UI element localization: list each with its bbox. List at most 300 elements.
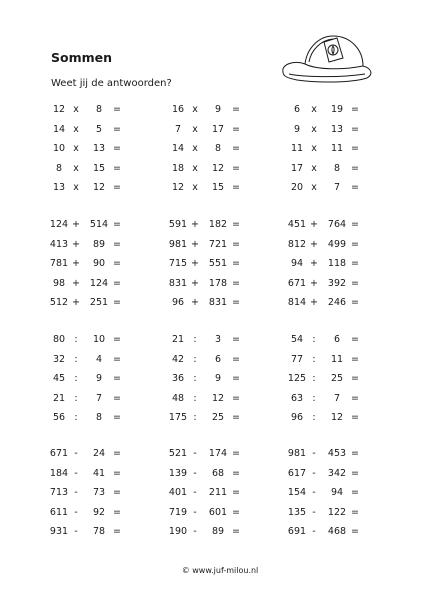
equals-sign: = <box>113 334 121 345</box>
operand-b: 9 <box>95 373 103 385</box>
operand-b: 15 <box>211 182 225 194</box>
equals-sign: = <box>113 448 121 459</box>
operator: - <box>312 448 316 459</box>
operand-b: 19 <box>330 104 344 115</box>
exercise-row <box>284 181 374 195</box>
operator: : <box>74 412 78 424</box>
exercise-row <box>46 181 136 195</box>
operand-a: 831 <box>168 277 188 289</box>
operator: : <box>312 334 316 345</box>
exercise-row <box>284 467 374 481</box>
operand-a: 190 <box>168 526 188 538</box>
equals-sign: = <box>232 467 240 479</box>
operand-b: 17 <box>211 123 225 135</box>
operand-a: 521 <box>168 448 188 459</box>
operator: - <box>193 448 197 459</box>
equals-sign: = <box>232 143 240 155</box>
operand-a: 56 <box>52 412 66 424</box>
operand-b: 10 <box>92 334 106 345</box>
operator: + <box>72 277 80 289</box>
operand-b: 7 <box>95 392 103 404</box>
operand-b: 392 <box>327 277 347 289</box>
operator: - <box>312 506 316 518</box>
operand-a: 21 <box>171 334 185 345</box>
equals-sign: = <box>232 373 240 385</box>
operand-b: 9 <box>214 104 222 115</box>
equals-sign: = <box>232 238 240 250</box>
operand-a: 77 <box>290 353 304 365</box>
equals-sign: = <box>113 506 121 518</box>
operand-b: 12 <box>92 182 106 194</box>
operator: : <box>193 392 197 404</box>
operand-a: 812 <box>287 238 307 250</box>
operand-b: 122 <box>327 506 347 518</box>
operand-b: 78 <box>92 526 106 538</box>
operand-b: 90 <box>92 258 106 270</box>
operator: x <box>311 123 317 135</box>
equals-sign: = <box>351 143 359 155</box>
exercise-row <box>284 162 374 176</box>
exercise-row <box>284 506 374 520</box>
operand-b: 11 <box>330 353 344 365</box>
operand-b: 551 <box>208 258 228 270</box>
operand-a: 719 <box>168 506 188 518</box>
exercise-row <box>284 353 374 367</box>
equals-sign: = <box>232 353 240 365</box>
exercise-row <box>165 467 255 481</box>
operator: : <box>74 392 78 404</box>
operator: - <box>74 467 78 479</box>
operator: : <box>74 353 78 365</box>
operand-b: 13 <box>92 143 106 155</box>
operand-a: 781 <box>49 258 69 270</box>
operand-a: 611 <box>49 506 69 518</box>
equals-sign: = <box>232 526 240 538</box>
exercise-row <box>46 486 136 500</box>
operand-a: 48 <box>171 392 185 404</box>
equals-sign: = <box>351 373 359 385</box>
exercise-row <box>165 162 255 176</box>
operand-a: 36 <box>171 373 185 385</box>
operator: + <box>191 277 199 289</box>
equals-sign: = <box>351 277 359 289</box>
operand-b: 12 <box>211 392 225 404</box>
operator: - <box>74 526 78 538</box>
operand-a: 814 <box>287 297 307 309</box>
exercise-row <box>46 142 136 156</box>
equals-sign: = <box>113 123 121 135</box>
equals-sign: = <box>351 412 359 424</box>
equals-sign: = <box>113 143 121 155</box>
equals-sign: = <box>232 506 240 518</box>
equals-sign: = <box>232 297 240 309</box>
equals-sign: = <box>232 104 240 115</box>
exercise-row <box>165 123 255 137</box>
exercise-row <box>46 238 136 252</box>
operand-a: 413 <box>49 238 69 250</box>
operator: - <box>193 526 197 538</box>
operand-a: 45 <box>52 373 66 385</box>
operand-a: 12 <box>52 104 66 115</box>
equals-sign: = <box>113 467 121 479</box>
operand-a: 713 <box>49 487 69 499</box>
equals-sign: = <box>232 277 240 289</box>
operator: : <box>193 373 197 385</box>
operator: + <box>191 297 199 309</box>
operand-a: 14 <box>52 123 66 135</box>
operand-a: 7 <box>174 123 182 135</box>
equals-sign: = <box>113 219 121 230</box>
operand-a: 671 <box>49 448 69 459</box>
equals-sign: = <box>113 104 121 115</box>
operator: x <box>311 143 317 155</box>
exercise-row <box>165 238 255 252</box>
page-subtitle: Weet jij de antwoorden? <box>51 78 172 89</box>
operand-b: 7 <box>333 392 341 404</box>
exercise-row <box>46 353 136 367</box>
exercise-row <box>46 467 136 481</box>
operand-a: 42 <box>171 353 185 365</box>
operator: : <box>312 373 316 385</box>
exercise-row <box>165 333 255 347</box>
operator: + <box>310 219 318 230</box>
exercise-row <box>46 506 136 520</box>
operand-b: 8 <box>214 143 222 155</box>
operand-a: 451 <box>287 219 307 230</box>
operator: + <box>191 258 199 270</box>
equals-sign: = <box>232 487 240 499</box>
operator: - <box>193 487 197 499</box>
operand-a: 154 <box>287 487 307 499</box>
operand-a: 20 <box>290 182 304 194</box>
operand-b: 73 <box>92 487 106 499</box>
exercise-row <box>46 411 136 425</box>
exercise-row <box>284 142 374 156</box>
operand-a: 124 <box>49 219 69 230</box>
exercise-row <box>284 103 374 117</box>
operator: + <box>310 258 318 270</box>
operand-a: 96 <box>171 297 185 309</box>
operand-a: 512 <box>49 297 69 309</box>
equals-sign: = <box>232 412 240 424</box>
exercise-row <box>46 333 136 347</box>
equals-sign: = <box>113 238 121 250</box>
equals-sign: = <box>351 392 359 404</box>
operand-a: 617 <box>287 467 307 479</box>
equals-sign: = <box>351 162 359 174</box>
exercise-row <box>46 296 136 310</box>
operand-b: 764 <box>327 219 347 230</box>
operand-a: 8 <box>55 162 63 174</box>
equals-sign: = <box>351 334 359 345</box>
exercise-row <box>165 411 255 425</box>
operator: x <box>192 182 198 194</box>
operand-a: 98 <box>52 277 66 289</box>
operand-b: 499 <box>327 238 347 250</box>
operand-b: 9 <box>214 373 222 385</box>
operand-a: 981 <box>168 238 188 250</box>
exercise-row <box>165 296 255 310</box>
operator: - <box>312 526 316 538</box>
operand-b: 41 <box>92 467 106 479</box>
operator: x <box>192 104 198 115</box>
equals-sign: = <box>351 297 359 309</box>
exercise-row <box>165 218 255 232</box>
operand-b: 12 <box>330 412 344 424</box>
operand-b: 211 <box>208 487 228 499</box>
operand-b: 12 <box>211 162 225 174</box>
equals-sign: = <box>232 392 240 404</box>
operand-b: 721 <box>208 238 228 250</box>
equals-sign: = <box>351 123 359 135</box>
operand-b: 6 <box>214 353 222 365</box>
operand-a: 931 <box>49 526 69 538</box>
operand-a: 175 <box>168 412 188 424</box>
equals-sign: = <box>232 162 240 174</box>
equals-sign: = <box>113 258 121 270</box>
exercise-row <box>165 392 255 406</box>
exercise-row <box>284 238 374 252</box>
equals-sign: = <box>113 182 121 194</box>
exercise-row <box>46 123 136 137</box>
equals-sign: = <box>113 487 121 499</box>
exercise-row <box>165 525 255 539</box>
operand-b: 13 <box>330 123 344 135</box>
operator: + <box>72 258 80 270</box>
operator: : <box>312 392 316 404</box>
operand-a: 9 <box>293 123 301 135</box>
equals-sign: = <box>232 334 240 345</box>
operand-b: 468 <box>327 526 347 538</box>
operator: - <box>74 448 78 459</box>
exercise-row <box>284 392 374 406</box>
operand-a: 80 <box>52 334 66 345</box>
operand-a: 63 <box>290 392 304 404</box>
exercise-row <box>284 218 374 232</box>
exercise-row <box>46 103 136 117</box>
exercise-row <box>284 486 374 500</box>
operand-b: 182 <box>208 219 228 230</box>
operator: x <box>73 123 79 135</box>
equals-sign: = <box>113 412 121 424</box>
exercise-row <box>284 525 374 539</box>
footer-credit: © www.juf-milou.nl <box>181 566 259 575</box>
operand-a: 12 <box>171 182 185 194</box>
operand-a: 32 <box>52 353 66 365</box>
operand-b: 174 <box>208 448 228 459</box>
operand-a: 6 <box>293 104 301 115</box>
operator: - <box>312 487 316 499</box>
operand-b: 8 <box>95 104 103 115</box>
operand-a: 17 <box>290 162 304 174</box>
equals-sign: = <box>351 487 359 499</box>
operator: x <box>311 162 317 174</box>
operand-a: 591 <box>168 219 188 230</box>
exercise-row <box>284 411 374 425</box>
operand-b: 251 <box>89 297 109 309</box>
equals-sign: = <box>351 219 359 230</box>
operand-b: 4 <box>95 353 103 365</box>
operator: : <box>312 353 316 365</box>
operator: - <box>193 467 197 479</box>
operator: x <box>192 123 198 135</box>
equals-sign: = <box>351 353 359 365</box>
page-title: Sommen <box>51 50 113 65</box>
equals-sign: = <box>351 238 359 250</box>
operand-b: 7 <box>333 182 341 194</box>
exercise-row <box>284 372 374 386</box>
equals-sign: = <box>351 506 359 518</box>
equals-sign: = <box>113 373 121 385</box>
exercise-row <box>165 257 255 271</box>
operand-a: 691 <box>287 526 307 538</box>
exercise-row <box>46 218 136 232</box>
exercise-row <box>165 103 255 117</box>
equals-sign: = <box>113 297 121 309</box>
operand-b: 68 <box>211 467 225 479</box>
operand-a: 10 <box>52 143 66 155</box>
equals-sign: = <box>232 448 240 459</box>
operator: x <box>311 182 317 194</box>
exercise-row <box>165 447 255 461</box>
operand-a: 14 <box>171 143 185 155</box>
operator: : <box>193 353 197 365</box>
equals-sign: = <box>232 123 240 135</box>
equals-sign: = <box>351 467 359 479</box>
operator: + <box>72 297 80 309</box>
operator: + <box>310 238 318 250</box>
exercise-row <box>46 277 136 291</box>
operator: - <box>193 506 197 518</box>
equals-sign: = <box>351 104 359 115</box>
equals-sign: = <box>232 258 240 270</box>
exercise-row <box>46 372 136 386</box>
exercise-row <box>284 447 374 461</box>
operand-a: 715 <box>168 258 188 270</box>
equals-sign: = <box>113 353 121 365</box>
operand-a: 981 <box>287 448 307 459</box>
operator: x <box>311 104 317 115</box>
equals-sign: = <box>351 182 359 194</box>
operand-b: 25 <box>330 373 344 385</box>
operand-b: 178 <box>208 277 228 289</box>
exercise-row <box>165 372 255 386</box>
operator: + <box>72 238 80 250</box>
exercise-row <box>46 162 136 176</box>
operator: - <box>74 506 78 518</box>
operand-b: 8 <box>95 412 103 424</box>
exercise-row <box>165 277 255 291</box>
operand-b: 453 <box>327 448 347 459</box>
exercise-row <box>284 277 374 291</box>
operator: : <box>193 334 197 345</box>
exercise-row <box>284 123 374 137</box>
operand-b: 831 <box>208 297 228 309</box>
exercise-row <box>165 353 255 367</box>
operator: x <box>73 162 79 174</box>
operand-a: 21 <box>52 392 66 404</box>
exercise-row <box>284 333 374 347</box>
equals-sign: = <box>113 392 121 404</box>
operand-a: 671 <box>287 277 307 289</box>
operand-a: 54 <box>290 334 304 345</box>
operator: : <box>312 412 316 424</box>
operand-b: 92 <box>92 506 106 518</box>
equals-sign: = <box>232 219 240 230</box>
operator: + <box>72 219 80 230</box>
operand-b: 15 <box>92 162 106 174</box>
equals-sign: = <box>113 162 121 174</box>
operator: x <box>192 162 198 174</box>
operand-a: 13 <box>52 182 66 194</box>
operand-b: 3 <box>214 334 222 345</box>
operand-b: 8 <box>333 162 341 174</box>
operand-b: 124 <box>89 277 109 289</box>
operator: + <box>310 277 318 289</box>
operand-b: 89 <box>211 526 225 538</box>
operator: + <box>310 297 318 309</box>
operand-b: 601 <box>208 506 228 518</box>
operand-a: 96 <box>290 412 304 424</box>
exercise-row <box>165 506 255 520</box>
operator: - <box>74 487 78 499</box>
operator: x <box>73 143 79 155</box>
equals-sign: = <box>232 182 240 194</box>
operand-b: 11 <box>330 143 344 155</box>
exercise-row <box>284 257 374 271</box>
exercise-row <box>165 486 255 500</box>
equals-sign: = <box>113 526 121 538</box>
exercise-row <box>46 447 136 461</box>
operator: + <box>191 219 199 230</box>
operator: : <box>193 412 197 424</box>
exercise-row <box>46 257 136 271</box>
firefighter-helmet-icon <box>279 28 375 84</box>
operator: : <box>74 373 78 385</box>
exercise-row <box>165 142 255 156</box>
operand-b: 94 <box>330 487 344 499</box>
operand-a: 125 <box>287 373 307 385</box>
equals-sign: = <box>351 448 359 459</box>
operand-a: 11 <box>290 143 304 155</box>
exercise-row <box>284 296 374 310</box>
operand-b: 246 <box>327 297 347 309</box>
operator: x <box>192 143 198 155</box>
equals-sign: = <box>113 277 121 289</box>
exercise-row <box>46 525 136 539</box>
equals-sign: = <box>351 258 359 270</box>
operand-b: 5 <box>95 123 103 135</box>
operator: x <box>73 182 79 194</box>
operator: : <box>74 334 78 345</box>
operand-b: 25 <box>211 412 225 424</box>
operand-b: 6 <box>333 334 341 345</box>
exercise-row <box>46 392 136 406</box>
operand-b: 514 <box>89 219 109 230</box>
operand-a: 401 <box>168 487 188 499</box>
operator: x <box>73 104 79 115</box>
operand-a: 16 <box>171 104 185 115</box>
operand-b: 342 <box>327 467 347 479</box>
operand-a: 184 <box>49 467 69 479</box>
operand-a: 18 <box>171 162 185 174</box>
operand-b: 24 <box>92 448 106 459</box>
exercise-row <box>165 181 255 195</box>
operand-b: 89 <box>92 238 106 250</box>
operand-a: 139 <box>168 467 188 479</box>
operand-a: 94 <box>290 258 304 270</box>
operator: + <box>191 238 199 250</box>
